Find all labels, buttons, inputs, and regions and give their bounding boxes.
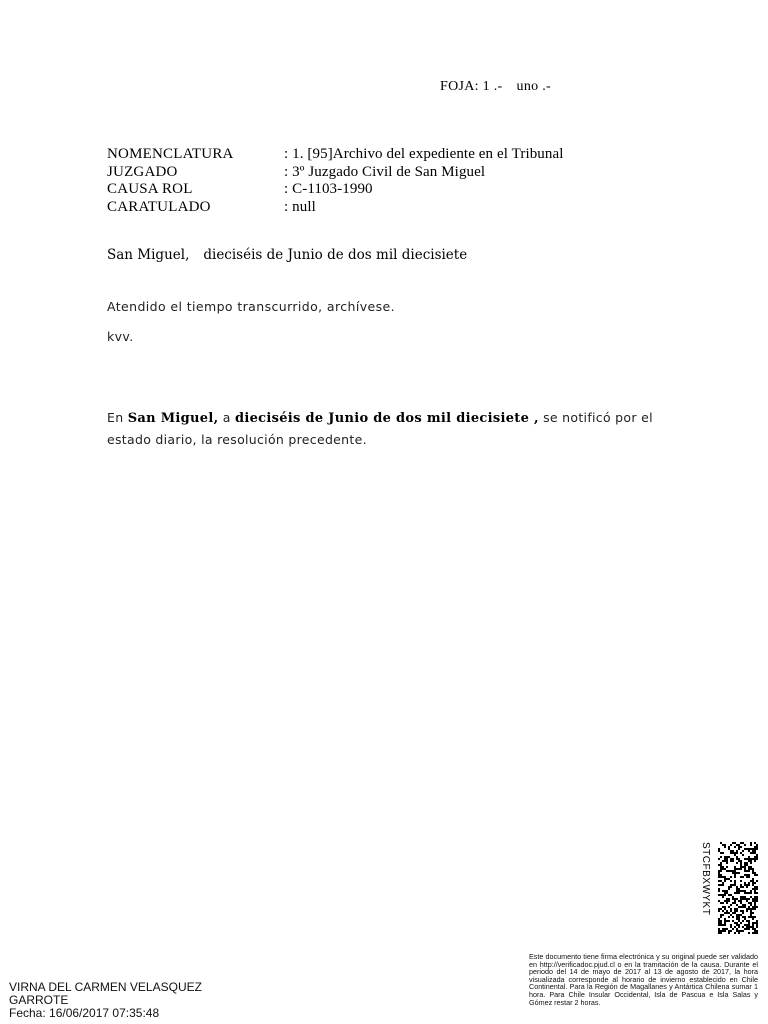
metadata-key: CAUSA ROL [107, 181, 193, 197]
notification-date: dieciséis de Junio de dos mil diecisiete , [234, 411, 539, 426]
notification-place: San Miguel, [127, 411, 219, 426]
electronic-signature-note: Este documento tiene firma electrónica y su original puede ser validado en http://verificadoc.pjud.cl o en la tramitación de la causa. Durante el periodo del 14 de mayo de 2017 al 13 de agosto de 2017, la hora visualizada corresponde al horario de invierno establecido en Chile Continental. Para la Región de Magallanes y Antártica Chilena sumar 1 hora. Para Chile Insular Occidental, Isla de Pascua e Isla Salas y Gómez restar 2 horas. [529, 952, 758, 1007]
metadata-key: CARATULADO [107, 198, 211, 215]
notification-prefix: En [107, 410, 124, 425]
resolution-date-line [107, 247, 467, 263]
metadata-key: NOMENCLATURA [107, 146, 234, 162]
notification-paragraph [107, 407, 667, 450]
verification-code: STCFBXWYKT [700, 842, 711, 916]
resolution-date: dieciséis de Junio de dos mil diecisiete [203, 247, 468, 263]
qr-code-icon [718, 842, 758, 934]
metadata-row-nomenclatura [107, 146, 564, 164]
metadata-value: : null [284, 198, 316, 215]
metadata-row-juzgado [107, 164, 564, 182]
clerk-initials: kvv. [107, 329, 134, 344]
resolution-text: Atendido el tiempo transcurrido, archívese. [107, 299, 395, 314]
signer-name-line1: VIRNA DEL CARMEN VELASQUEZ [9, 980, 202, 994]
foja-header [440, 79, 551, 95]
metadata-value: : 3º Juzgado Civil de San Miguel [284, 163, 486, 180]
verification-block [702, 842, 758, 934]
metadata-row-causa-rol [107, 181, 564, 199]
case-metadata [107, 146, 564, 216]
metadata-value: : 1. [95]Archivo del expediente en el Tribunal [284, 146, 564, 162]
metadata-row-caratulado [107, 199, 564, 217]
signature-date: Fecha: 16/06/2017 07:35:48 [9, 1006, 160, 1020]
notification-a: a [222, 410, 231, 425]
resolution-place: San Miguel, [107, 247, 190, 263]
foja-word: uno .- [516, 79, 551, 94]
metadata-value: : C-1103-1990 [284, 181, 373, 197]
metadata-key: JUZGADO [107, 163, 178, 180]
notification-suffix: se notificó por el estado diario, la resolución precedente. [107, 410, 653, 447]
signer-name-line2: GARROTE [9, 993, 69, 1007]
signer-block [9, 981, 202, 1020]
foja-label: FOJA: 1 .- [440, 79, 503, 94]
